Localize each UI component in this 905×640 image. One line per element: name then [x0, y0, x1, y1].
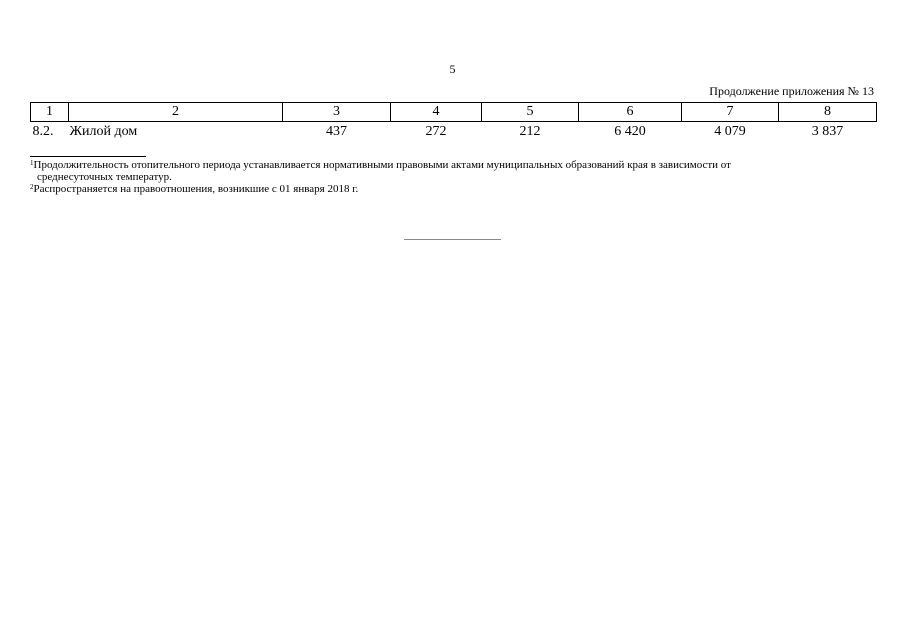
footnote-mark: 2	[30, 183, 34, 191]
page-number: 5	[449, 62, 456, 76]
column-header: 2	[69, 103, 283, 122]
column-header: 3	[283, 103, 391, 122]
continuation-label: Продолжение приложения № 13	[709, 84, 874, 98]
column-header: 5	[482, 103, 579, 122]
table-cell: 3 837	[811, 124, 844, 139]
column-header: 1	[31, 103, 69, 122]
end-separator	[404, 239, 501, 240]
table-cell: 6 420	[614, 124, 646, 139]
column-header: 7	[682, 103, 779, 122]
footnote-separator	[30, 156, 146, 157]
table-cell: 272	[425, 124, 447, 139]
table-cell-number: 8.2.	[32, 124, 54, 139]
footnote-text: Распространяется на правоотношения, возникшие с 01 января 2018 г.	[33, 183, 359, 195]
footnote-text: Продолжительность отопительного периода устанавливается нормативными правовыми актами муниципальных образований края в зависимости от	[33, 159, 731, 171]
table-cell-name: Жилой дом	[69, 124, 138, 139]
table-header-row	[31, 103, 877, 122]
column-header: 8	[779, 103, 877, 122]
table-cell: 4 079	[714, 124, 746, 139]
footnote-1	[30, 159, 876, 171]
table-cell: 212	[519, 124, 541, 139]
table-cell: 437	[326, 124, 347, 139]
footnote-1-continuation: среднесуточных температур.	[37, 171, 172, 183]
footnotes	[30, 159, 876, 195]
footnote-mark: 1	[30, 159, 34, 167]
column-header: 6	[579, 103, 682, 122]
data-table	[30, 102, 877, 142]
column-header: 4	[391, 103, 482, 122]
footnote-2	[30, 183, 876, 195]
table-row	[31, 122, 877, 143]
